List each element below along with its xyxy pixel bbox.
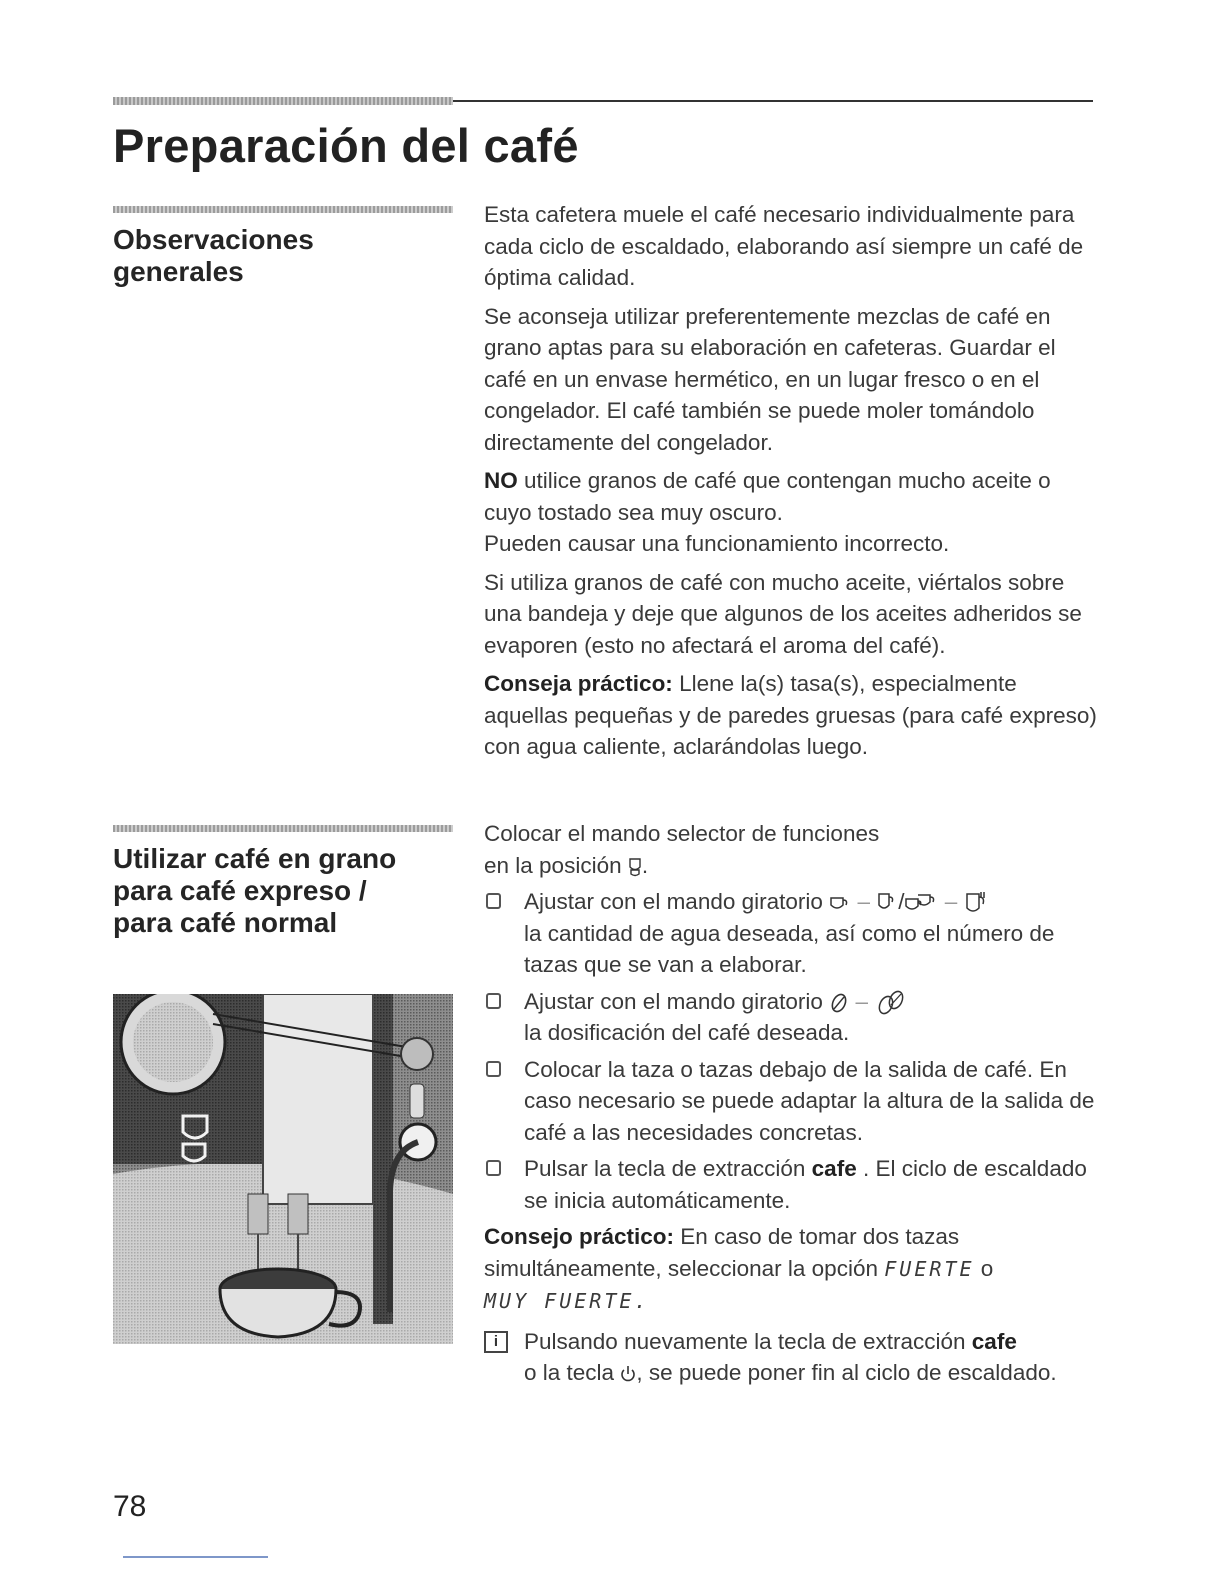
section-heading-observaciones: Observaciones generales <box>113 224 314 287</box>
instruction-step: Colocar la taza o tazas debajo de la salida de café. En caso necesario se puede adaptar la altura de la salida de café a las necesidades concretas. <box>484 1054 1104 1149</box>
cup-selector-icon <box>628 857 642 877</box>
checkbox-bullet-icon <box>486 1061 501 1077</box>
power-icon <box>620 1365 636 1383</box>
paragraph: Se aconseja utilizar preferentemente mezclas de café en grano aptas para su elaboración en cafeteras. Guardar el café en un envase hermético, en un lugar fresco o en el congelador. El café también se puede moler tomándolo directamente del congelador. <box>484 303 1056 455</box>
double-cup-icon <box>904 893 938 913</box>
paragraph: Si utiliza granos de café con mucho aceite, viértalos sobre una bandeja y deje que algunos de los aceites adheridos se evaporen (esto no afectará el aroma del café). <box>484 569 1082 658</box>
page-title: Preparación del café <box>113 119 579 172</box>
checkbox-bullet-icon <box>486 993 501 1009</box>
coffee-machine-icon <box>113 994 453 1344</box>
instruction-step: Ajustar con el mando giratorio – la dosificación del café deseada. <box>484 986 1104 1049</box>
info-note: i Pulsando nuevamente la tecla de extracción cafe o la tecla , se puede poner fin al ciclo de escaldado. <box>484 1326 1104 1389</box>
cafe-key-label: cafe <box>971 1328 1017 1354</box>
header-decorative-bar <box>113 97 453 105</box>
paragraph: NO utilice granos de café que contengan mucho aceite o cuyo tostado sea muy oscuro. <box>484 468 1051 525</box>
info-icon: i <box>484 1331 508 1353</box>
coffee-machine-illustration <box>113 994 453 1344</box>
section-body-cafe-en-grano <box>484 818 1104 1394</box>
section-bar <box>113 825 453 832</box>
paragraph: Pueden causar una funcionamiento incorrecto. <box>484 531 950 556</box>
instruction-step: Ajustar con el mando giratorio – / – la cantidad de agua deseada, así como el número de tazas que se van a elaborar. <box>484 886 1104 981</box>
paragraph: Esta cafetera muele el café necesario individualmente para cada ciclo de escaldado, elaborando así siempre un café de óptima calidad. <box>484 202 1084 290</box>
tip-paragraph: Consejo práctico: En caso de tomar dos tazas simultáneamente, seleccionar la opción FUERTE o MUY FUERTE. <box>484 1224 994 1313</box>
tip-paragraph: Conseja práctico: Llene la(s) tasa(s), especialmente aquellas pequeñas y de paredes gruesas (para café expreso) con agua caliente, aclarándolas luego. <box>484 671 1097 759</box>
instruction-step: Pulsar la tecla de extracción cafe . El ciclo de escaldado se inicia automáticamente. <box>484 1153 1104 1216</box>
header-rule <box>453 100 1093 102</box>
mild-bean-icon <box>829 992 849 1014</box>
display-option-muy-fuerte: MUY FUERTE. <box>484 1289 650 1313</box>
cafe-key-label: cafe <box>811 1156 857 1181</box>
small-cup-icon <box>829 894 851 912</box>
strong-beans-icon <box>874 990 908 1016</box>
large-mug-icon <box>964 891 988 915</box>
section-heading-cafe-en-grano: Utilizar café en grano para café expreso / para café normal <box>113 843 397 938</box>
display-option-fuerte: FUERTE <box>884 1256 975 1281</box>
footer-rule <box>123 1556 268 1558</box>
checkbox-bullet-icon <box>486 893 501 909</box>
section-bar <box>113 206 453 213</box>
medium-cup-icon <box>876 892 898 914</box>
section-body-observaciones <box>484 199 1104 770</box>
intro-paragraph: Colocar el mando selector de funciones en la posición . <box>484 821 880 878</box>
page-number: 78 <box>113 1490 147 1523</box>
checkbox-bullet-icon <box>486 1160 501 1176</box>
